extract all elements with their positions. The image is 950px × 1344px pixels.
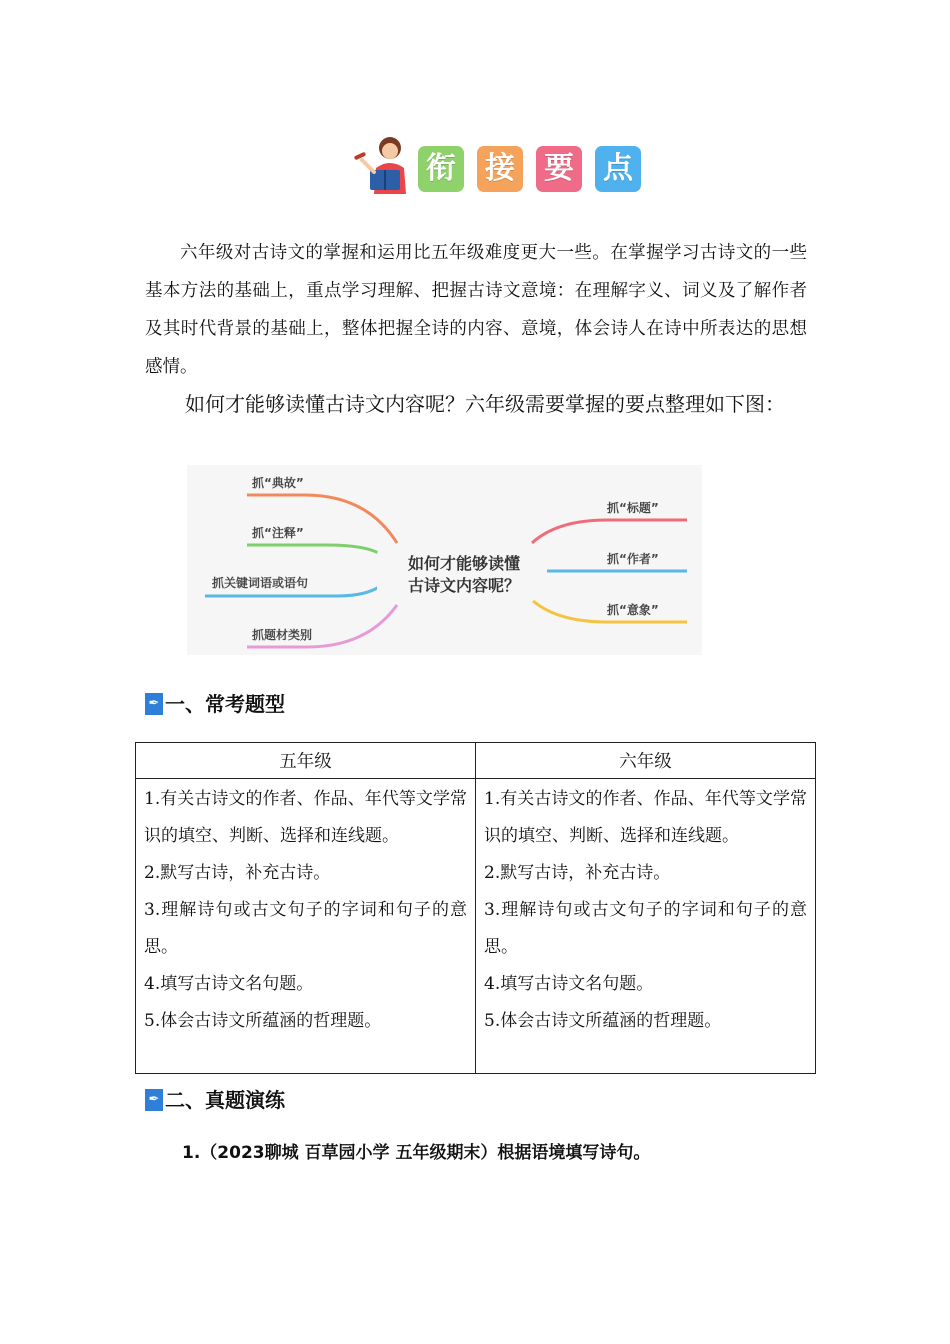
list-item: 3.理解诗句或古文句子的字词和句子的意思。	[144, 900, 467, 957]
list-item: 1.有关古诗文的作者、作品、年代等文学常识的填空、判断、选择和连线题。	[144, 789, 467, 846]
list-item: 2.默写古诗，补充古诗。	[484, 863, 671, 883]
branch-label-biaoti: 抓“标题”	[607, 501, 659, 515]
section-heading-2	[145, 1086, 285, 1114]
list-item: 2.默写古诗，补充古诗。	[144, 863, 331, 883]
branch-label-zuozhe: 抓“作者”	[607, 552, 659, 566]
table-header-grade6: 六年级	[476, 743, 816, 779]
branch-label-yixiang: 抓“意象”	[607, 603, 659, 617]
section-heading-1	[145, 690, 285, 718]
mindmap-diagram	[187, 465, 702, 655]
branch-line-zhushi	[247, 545, 382, 555]
mindmap-figure	[187, 465, 702, 655]
table-header-row	[136, 743, 816, 779]
teacher-reading-icon	[350, 132, 414, 198]
center-line-2: 古诗文内容呢？	[407, 576, 521, 595]
banner-char-2: 接	[477, 146, 523, 192]
list-item: 3.理解诗句或古文句子的字词和句子的意思。	[484, 900, 807, 957]
banner-char-3: 要	[536, 146, 582, 192]
section-title-2: 二、真题演练	[165, 1088, 285, 1112]
list-item: 4.填写古诗文名句题。	[144, 974, 314, 994]
banner-char-1: 衔	[418, 146, 464, 192]
banner-char-4: 点	[595, 146, 641, 192]
branch-label-guanjianci: 抓关键词语或语句	[212, 576, 309, 590]
branch-label-zhushi: 抓“注释”	[252, 526, 304, 540]
branch-line-biaoti	[532, 520, 687, 543]
pen-icon: ✒	[145, 1089, 163, 1111]
list-item: 5.体会古诗文所蕴涵的哲理题。	[144, 1011, 382, 1031]
pen-icon: ✒	[145, 693, 163, 715]
intro-paragraph-2: 如何才能够读懂古诗文内容呢？六年级需要掌握的要点整理如下图：	[185, 392, 785, 416]
list-item: 4.填写古诗文名句题。	[484, 974, 654, 994]
grade6-cell	[476, 779, 816, 1074]
branch-label-dianggu: 抓“典故”	[252, 476, 304, 490]
list-item: 5.体会古诗文所蕴涵的哲理题。	[484, 1011, 722, 1031]
question-types-table	[135, 742, 816, 1074]
intro-paragraph-1: 六年级对古诗文的掌握和运用比五年级难度更大一些。在掌握学习古诗文的一些基本方法的基础上，重点学习理解、把握古诗文意境：在理解字义、词义及了解作者及其时代背景的基础上，整体把握全诗的内容、意境，体会诗人在诗中所表达的思想感情。	[145, 243, 807, 377]
list-item: 1.有关古诗文的作者、作品、年代等文学常识的填空、判断、选择和连线题。	[484, 789, 807, 846]
section-title-1: 一、常考题型	[165, 692, 285, 716]
section-banner	[350, 132, 650, 198]
branch-label-ticai: 抓题材类别	[252, 628, 313, 642]
question-1: 1.（2023聊城 百草园小学 五年级期末）根据语境填写诗句。	[182, 1143, 651, 1163]
table-header-grade5: 五年级	[136, 743, 476, 779]
center-line-1: 如何才能够读懂	[407, 554, 521, 573]
grade5-cell	[136, 779, 476, 1074]
table-row	[136, 779, 816, 1074]
